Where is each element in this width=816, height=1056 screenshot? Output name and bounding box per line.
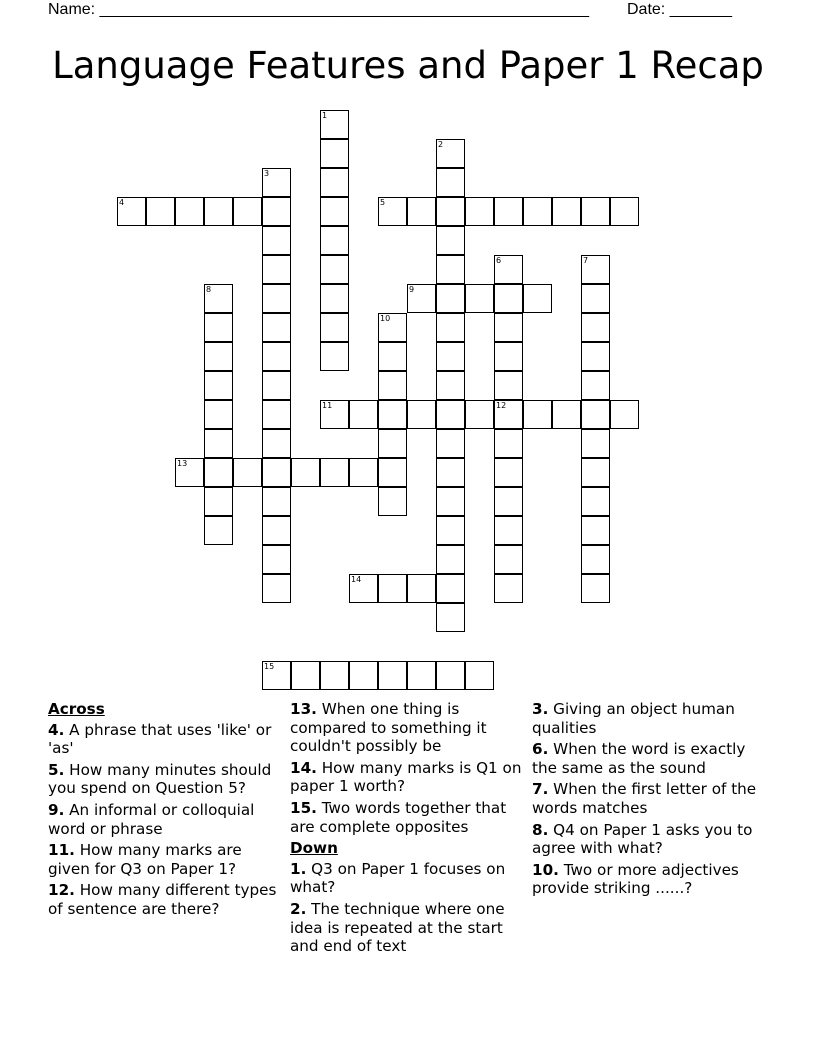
clue-number: 3. (532, 700, 549, 718)
crossword-cell[interactable] (494, 400, 523, 429)
crossword-cell[interactable] (494, 313, 523, 342)
crossword-cell[interactable] (494, 429, 523, 458)
clue-text: A phrase that uses 'like' or 'as' (48, 720, 272, 758)
crossword-cell[interactable] (436, 458, 465, 487)
clue-down-1 (290, 860, 526, 897)
clue-number-label: 14 (351, 575, 362, 584)
crossword-cell[interactable] (262, 487, 291, 516)
clue-number: 13. (290, 700, 317, 718)
across-heading: Across (48, 700, 105, 718)
clue-column-1 (48, 700, 286, 922)
crossword-cell[interactable] (204, 429, 233, 458)
clue-number-label: 13 (177, 459, 188, 468)
crossword-cell[interactable] (494, 284, 523, 313)
clue-text: The technique where one idea is repeated at the start and end of text (290, 899, 505, 956)
clue-across-13 (290, 700, 526, 756)
clue-text: How many minutes should you spend on Question 5? (48, 760, 272, 798)
clue-number-label: 1 (322, 111, 328, 120)
crossword-cell[interactable] (436, 400, 465, 429)
crossword-cell[interactable] (494, 516, 523, 545)
clue-down-2 (290, 900, 526, 956)
crossword-cell[interactable] (204, 284, 233, 313)
clue-across-4 (48, 721, 286, 758)
crossword-cell[interactable] (378, 574, 407, 603)
crossword-cell[interactable] (291, 661, 320, 690)
clue-number: 4. (48, 720, 65, 739)
crossword-cell[interactable] (436, 313, 465, 342)
clue-number-label: 8 (206, 285, 212, 294)
crossword-cell[interactable] (262, 429, 291, 458)
clue-text: Q4 on Paper 1 asks you to agree with what? (532, 820, 753, 858)
crossword-cell[interactable] (436, 226, 465, 255)
crossword-cell[interactable] (407, 197, 436, 226)
crossword-cell[interactable] (378, 429, 407, 458)
crossword-cell[interactable] (436, 429, 465, 458)
crossword-cell[interactable] (262, 516, 291, 545)
clue-number-label: 5 (380, 198, 386, 207)
crossword-cell[interactable] (494, 487, 523, 516)
crossword-cell[interactable] (262, 284, 291, 313)
crossword-cell[interactable] (204, 516, 233, 545)
crossword-cell[interactable] (378, 371, 407, 400)
crossword-cell[interactable] (581, 197, 610, 226)
crossword-cell[interactable] (378, 313, 407, 342)
crossword-cell[interactable] (146, 197, 175, 226)
clue-down-7 (532, 780, 772, 817)
crossword-cell[interactable] (494, 574, 523, 603)
crossword-cell[interactable] (494, 458, 523, 487)
crossword-cell[interactable] (581, 255, 610, 284)
clue-text: Q3 on Paper 1 focuses on what? (290, 859, 506, 897)
crossword-cell[interactable] (581, 574, 610, 603)
crossword-cell[interactable] (436, 139, 465, 168)
crossword-cell[interactable] (320, 342, 349, 371)
crossword-cell[interactable] (436, 516, 465, 545)
crossword-cell[interactable] (581, 284, 610, 313)
crossword-cell[interactable] (204, 313, 233, 342)
crossword-cell[interactable] (204, 342, 233, 371)
crossword-cell[interactable] (320, 255, 349, 284)
clue-number: 5. (48, 760, 65, 779)
clue-number: 9. (48, 800, 65, 819)
crossword-cell[interactable] (465, 197, 494, 226)
crossword-cell[interactable] (436, 661, 465, 690)
clue-number-label: 15 (264, 662, 275, 671)
crossword-cell[interactable] (349, 574, 378, 603)
clue-text: Giving an object human qualities (532, 700, 735, 737)
crossword-cell[interactable] (320, 284, 349, 313)
crossword-cell[interactable] (204, 487, 233, 516)
clue-number: 2. (290, 899, 307, 918)
crossword-cell[interactable] (117, 197, 146, 226)
clue-text: An informal or colloquial word or phrase (48, 800, 255, 838)
clue-number-label: 4 (119, 198, 125, 207)
clue-column-3 (532, 700, 772, 901)
crossword-cell[interactable] (320, 110, 349, 139)
clue-number: 15. (290, 798, 317, 817)
clue-number-label: 10 (380, 314, 391, 323)
clue-across-12 (48, 881, 286, 918)
crossword-cell[interactable] (581, 487, 610, 516)
crossword-cell[interactable] (465, 284, 494, 313)
crossword-cell[interactable] (262, 400, 291, 429)
crossword-cell[interactable] (581, 371, 610, 400)
crossword-cell[interactable] (262, 197, 291, 226)
clue-down-10 (532, 861, 772, 898)
crossword-cell[interactable] (494, 545, 523, 574)
crossword-cell[interactable] (175, 458, 204, 487)
clue-down-6 (532, 740, 772, 777)
clue-number: 10. (532, 860, 559, 879)
crossword-cell[interactable] (610, 400, 639, 429)
clue-number-label: 11 (322, 401, 333, 410)
crossword-cell[interactable] (523, 197, 552, 226)
clue-number: 1. (290, 859, 307, 878)
clue-number-label: 12 (496, 401, 507, 410)
crossword-cell[interactable] (320, 197, 349, 226)
crossword-cell[interactable] (407, 574, 436, 603)
crossword-cell[interactable] (436, 487, 465, 516)
crossword-cell[interactable] (436, 284, 465, 313)
clue-across-9 (48, 801, 286, 838)
crossword-cell[interactable] (552, 197, 581, 226)
crossword-cell[interactable] (378, 342, 407, 371)
down-heading: Down (290, 839, 338, 858)
crossword-cell[interactable] (610, 197, 639, 226)
clue-number-label: 2 (438, 140, 444, 149)
clue-number: 12. (48, 881, 75, 900)
clue-across-15 (290, 799, 526, 836)
crossword-cell[interactable] (378, 197, 407, 226)
crossword-cell[interactable] (581, 545, 610, 574)
clue-down-8 (532, 821, 772, 858)
clue-down-3 (532, 700, 772, 737)
crossword-cell[interactable] (262, 168, 291, 197)
crossword-cell[interactable] (233, 458, 262, 487)
page-title: Language Features and Paper 1 Recap (52, 44, 764, 87)
crossword-cell[interactable] (378, 661, 407, 690)
crossword-cell[interactable] (175, 197, 204, 226)
crossword-cell[interactable] (320, 458, 349, 487)
crossword-cell[interactable] (262, 255, 291, 284)
crossword-cell[interactable] (204, 400, 233, 429)
crossword-cell[interactable] (581, 342, 610, 371)
clue-text: When one thing is compared to something it couldn't possibly be (290, 700, 487, 756)
crossword-cell[interactable] (494, 197, 523, 226)
crossword-cell[interactable] (494, 255, 523, 284)
clue-across-11 (48, 841, 286, 878)
crossword-cell[interactable] (436, 371, 465, 400)
crossword-cell[interactable] (494, 371, 523, 400)
clue-number-label: 9 (409, 285, 415, 294)
clue-number-label: 7 (583, 256, 589, 265)
crossword-cell[interactable] (436, 545, 465, 574)
crossword-cell[interactable] (262, 458, 291, 487)
crossword-cell[interactable] (465, 661, 494, 690)
crossword-cell[interactable] (262, 371, 291, 400)
crossword-cell[interactable] (204, 458, 233, 487)
crossword-cell[interactable] (320, 139, 349, 168)
clue-text: Two or more adjectives provide striking ......? (532, 860, 739, 898)
clue-number: 8. (532, 820, 549, 839)
crossword-cell[interactable] (262, 226, 291, 255)
crossword-cell[interactable] (436, 603, 465, 632)
crossword-cell[interactable] (378, 458, 407, 487)
clue-text: How many marks is Q1 on paper 1 worth? (290, 758, 522, 796)
clue-text: When the first letter of the words matches (532, 780, 757, 817)
clue-column-2 (290, 700, 526, 959)
crossword-cell[interactable] (581, 400, 610, 429)
clue-number-label: 3 (264, 169, 270, 178)
crossword-cell[interactable] (378, 400, 407, 429)
crossword-cell[interactable] (204, 197, 233, 226)
crossword-cell[interactable] (523, 400, 552, 429)
crossword-cell[interactable] (581, 516, 610, 545)
clue-text: How many different types of sentence are there? (48, 881, 277, 918)
clue-text: When the word is exactly the same as the sound (532, 740, 746, 777)
crossword-cell[interactable] (262, 574, 291, 603)
crossword-cell[interactable] (581, 429, 610, 458)
crossword-cell[interactable] (552, 400, 581, 429)
crossword-cell[interactable] (494, 342, 523, 371)
crossword-cell[interactable] (465, 400, 494, 429)
clue-number: 11. (48, 841, 75, 860)
crossword-cell[interactable] (262, 313, 291, 342)
crossword-cell[interactable] (436, 197, 465, 226)
crossword-cell[interactable] (378, 487, 407, 516)
crossword-cell[interactable] (320, 400, 349, 429)
crossword-cell[interactable] (320, 226, 349, 255)
clue-number: 6. (532, 740, 549, 759)
crossword-cell[interactable] (349, 400, 378, 429)
crossword-cell[interactable] (407, 284, 436, 313)
crossword-cell[interactable] (262, 342, 291, 371)
crossword-cell[interactable] (436, 255, 465, 284)
crossword-cell[interactable] (581, 313, 610, 342)
clue-across-5 (48, 761, 286, 798)
clue-number: 7. (532, 780, 549, 799)
clue-number-label: 6 (496, 256, 502, 265)
clue-text: Two words together that are complete opposites (290, 798, 507, 836)
crossword-cell[interactable] (407, 661, 436, 690)
crossword-cell[interactable] (436, 342, 465, 371)
crossword-cell[interactable] (233, 197, 262, 226)
crossword-cell[interactable] (436, 168, 465, 197)
crossword-cell[interactable] (204, 371, 233, 400)
date-field[interactable]: Date: _______ (627, 1, 732, 18)
crossword-cell[interactable] (407, 400, 436, 429)
crossword-cell[interactable] (349, 661, 378, 690)
clue-text: How many marks are given for Q3 on Paper 1? (48, 841, 242, 878)
crossword-cell[interactable] (349, 458, 378, 487)
name-field[interactable]: Name: _______________________________________________________ (48, 1, 589, 18)
crossword-cell[interactable] (523, 284, 552, 313)
crossword-cell[interactable] (320, 168, 349, 197)
crossword-cell[interactable] (320, 661, 349, 690)
crossword-cell[interactable] (262, 661, 291, 690)
crossword-cell[interactable] (262, 545, 291, 574)
crossword-cell[interactable] (581, 458, 610, 487)
clue-number: 14. (290, 758, 317, 777)
crossword-cell[interactable] (436, 574, 465, 603)
crossword-cell[interactable] (291, 458, 320, 487)
clue-across-14 (290, 759, 526, 796)
crossword-cell[interactable] (320, 313, 349, 342)
